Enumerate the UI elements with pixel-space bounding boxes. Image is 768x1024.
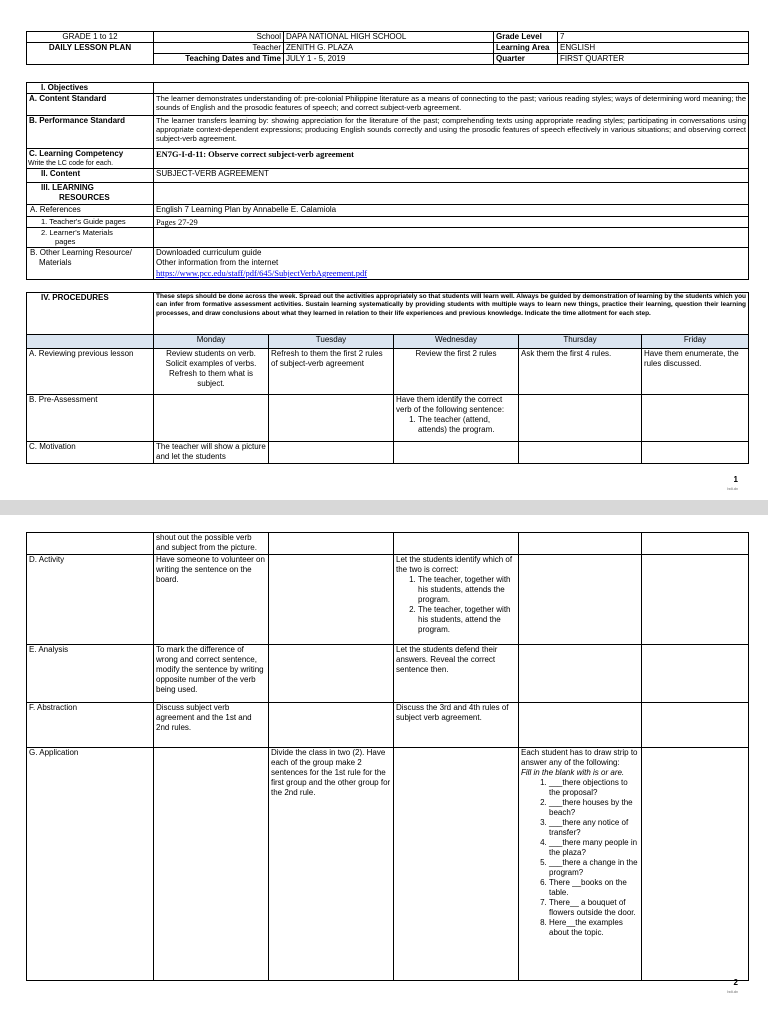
- motivation-label: C. Motivation: [27, 442, 154, 464]
- other-resources-text2: Other information from the internet: [156, 258, 279, 267]
- application-item-2: 2. ___there houses by the beach?: [549, 798, 639, 818]
- page-two: [0, 515, 768, 1024]
- application-tuesday: Divide the class in two (2). Have each of the group make 2 sentences for the 1st rule for the first group and the other group for the 2nd rule.: [269, 748, 394, 981]
- learning-area-label: Learning Area: [494, 43, 558, 54]
- content-value: SUBJECT-VERB AGREEMENT: [154, 169, 749, 183]
- school-label: School: [154, 32, 284, 43]
- teachers-guide-label: 1. Teacher's Guide pages: [27, 217, 154, 228]
- page-number-2: 2: [733, 978, 738, 987]
- application-item-4: 4. ___there many people in the plaza?: [549, 838, 639, 858]
- pre-assessment-wednesday: [394, 395, 519, 442]
- teacher-value: ZENITH G. PLAZA: [284, 43, 494, 54]
- page-number-1: 1: [733, 475, 738, 484]
- teacher-label: Teacher: [154, 43, 284, 54]
- application-label: G. Application: [27, 748, 154, 981]
- objectives-heading: I. Objectives: [27, 83, 154, 94]
- performance-standard-text: The learner transfers learning by: showing appreciation for the literature of the past; comprehending texts using appropriate reading styles; participating in conversations using appropriate context-dependent expressions; producing English sounds correctly and using the prosodic features of speech effectively in various situations; and observing correct subject-verb agreement.: [154, 116, 749, 149]
- dates-value: JULY 1 - 5, 2019: [284, 54, 494, 65]
- teachers-guide-value: Pages 27-29: [154, 217, 749, 228]
- motivation-monday-part1: The teacher will show a picture and let the students: [154, 442, 269, 464]
- procedures-note: These steps should be done across the week. Spread out the activities appropriately so that students will learn well. Always be guided by demonstration of learning by the students which you can infer from formative assessment activities. Sustain learning systematically by providing students with multiple ways to learn new things, practice their learning, question their learning processes, and draw conclusions about what they learned in relation to their life experiences and previous knowledge. Indicate the time allotment for each step.: [154, 293, 749, 335]
- procedures-table: [26, 292, 749, 464]
- grade-range: GRADE 1 to 12: [27, 32, 154, 43]
- references-value: English 7 Learning Plan by Annabelle E. Calamiola: [154, 205, 749, 217]
- abstraction-monday: Discuss subject verb agreement and the 1st and 2nd rules.: [154, 703, 269, 748]
- learning-area-value: ENGLISH: [558, 43, 749, 54]
- footer-tag-1: bdi.dv: [727, 486, 738, 491]
- day-monday: Monday: [154, 335, 269, 349]
- grade-level-label: Grade Level: [494, 32, 558, 43]
- competency-text: EN7G-I-d-11: Observe correct subject-verb agreement: [154, 149, 749, 169]
- references-label: A. References: [27, 205, 154, 217]
- resources-heading-line2: RESOURCES: [59, 193, 110, 202]
- competency-cell: [27, 149, 154, 169]
- competency-note: Write the LC code for each.: [28, 160, 114, 167]
- grade-level-value: 7: [558, 32, 749, 43]
- application-item-8: 8. Here__the examples about the topic.: [549, 918, 639, 938]
- quarter-value: FIRST QUARTER: [558, 54, 749, 65]
- reviewing-friday: Have them enumerate, the rules discussed.: [642, 349, 749, 395]
- day-wednesday: Wednesday: [394, 335, 519, 349]
- resources-heading-line1: III. LEARNING: [41, 183, 94, 192]
- reviewing-thursday: Ask them the first 4 rules.: [519, 349, 642, 395]
- performance-standard-label: B. Performance Standard: [27, 116, 154, 149]
- procedures-table-continued: [26, 532, 749, 981]
- abstraction-wednesday: Discuss the 3rd and 4th rules of subject verb agreement.: [394, 703, 519, 748]
- day-thursday: Thursday: [519, 335, 642, 349]
- other-resources-value: [154, 248, 749, 280]
- application-thursday: [519, 748, 642, 981]
- dates-label: Teaching Dates and Time: [154, 54, 284, 65]
- competency-label: C. Learning Competency: [29, 149, 124, 158]
- reviewing-wednesday: Review the first 2 rules: [394, 349, 519, 395]
- day-tuesday: Tuesday: [269, 335, 394, 349]
- application-item-7: 7. There__ a bouquet of flowers outside the door.: [549, 898, 639, 918]
- reviewing-monday: Review students on verb. Solicit examples of verbs. Refresh to them what is subject.: [154, 349, 269, 395]
- resources-heading-cell: [27, 183, 154, 205]
- activity-item-2: 2. The teacher, together with his students, attend the program.: [418, 605, 516, 635]
- reviewing-label: A. Reviewing previous lesson: [27, 349, 154, 395]
- objectives-table: [26, 82, 749, 280]
- quarter-label: Quarter: [494, 54, 558, 65]
- footer-tag-2: bdi.dv: [727, 989, 738, 994]
- learners-materials-line2: pages: [55, 237, 76, 246]
- content-label: II. Content: [27, 169, 154, 183]
- application-intro: Each student has to draw strip to answer any of the following:: [521, 748, 638, 767]
- page-separator: [0, 500, 768, 515]
- activity-intro: Let the students identify which of the two is correct:: [396, 555, 513, 574]
- analysis-label: E. Analysis: [27, 645, 154, 703]
- learners-materials-line1: 2. Learner's Materials: [41, 228, 113, 237]
- content-standard-text: The learner demonstrates understanding of: pre-colonial Philippine literature as a means of connecting to the past; various reading styles; ways of determining word meaning; the sounds of English and the prosodic features of speech; and correct subject-verb agreement.: [154, 94, 749, 116]
- pre-assessment-label: B. Pre-Assessment: [27, 395, 154, 442]
- content-standard-label: A. Content Standard: [27, 94, 154, 116]
- header-table: [26, 31, 749, 65]
- other-resources-line2: Materials: [39, 258, 72, 267]
- school-value: DAPA NATIONAL HIGH SCHOOL: [284, 32, 494, 43]
- application-item-5: 5. ___there a change in the program?: [549, 858, 639, 878]
- pre-assessment-item: 1. The teacher (attend, attends) the program.: [418, 415, 516, 435]
- other-resources-cell: [27, 248, 154, 280]
- subject-verb-pdf-link[interactable]: https://www.pcc.edu/staff/pdf/645/SubjectVerbAgreement.pdf: [156, 268, 368, 278]
- analysis-monday: To mark the difference of wrong and correct sentence, modify the sentence by writing opposite number of the verb being used.: [154, 645, 269, 703]
- application-item-1: 1. ___there objections to the proposal?: [549, 778, 639, 798]
- application-item-6: 6. There __books on the table.: [549, 878, 639, 898]
- other-resources-text1: Downloaded curriculum guide: [156, 248, 262, 257]
- activity-monday: Have someone to volunteer on writing the sentence on the board.: [154, 555, 269, 645]
- activity-label: D. Activity: [27, 555, 154, 645]
- activity-item-1: 1. The teacher, together with his students, attends the program.: [418, 575, 516, 605]
- pre-assessment-intro: Have them identify the correct verb of the following sentence:: [396, 395, 505, 414]
- motivation-monday-part2: shout out the possible verb and subject from the picture.: [154, 533, 269, 555]
- reviewing-tuesday: Refresh to them the first 2 rules of subject-verb agreement: [269, 349, 394, 395]
- application-instruction: Fill in the blank with is or are.: [521, 768, 625, 777]
- page-one: [0, 0, 768, 500]
- abstraction-label: F. Abstraction: [27, 703, 154, 748]
- procedures-label: IV. PROCEDURES: [27, 293, 154, 335]
- other-resources-line1: B. Other Learning Resource/: [30, 248, 132, 257]
- activity-wednesday: [394, 555, 519, 645]
- form-title: DAILY LESSON PLAN: [27, 43, 154, 65]
- learners-materials-cell: [27, 228, 154, 248]
- analysis-wednesday: Let the students defend their answers. Reveal the correct sentence then.: [394, 645, 519, 703]
- application-item-3: 3. ___there any notice of transfer?: [549, 818, 639, 838]
- day-friday: Friday: [642, 335, 749, 349]
